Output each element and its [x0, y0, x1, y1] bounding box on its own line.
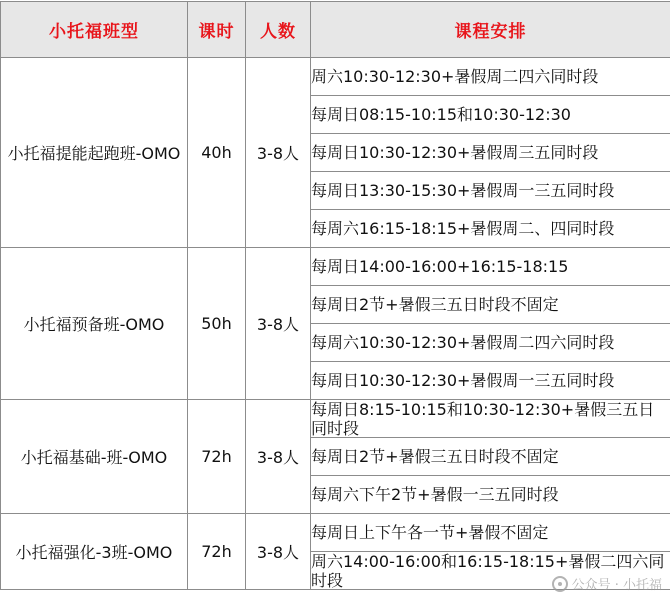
schedule-slot: 每周日8:15-10:15和10:30-12:30+暑假三五日同时段: [311, 400, 670, 438]
class-size: 3-8人: [246, 248, 311, 400]
class-hours: 40h: [188, 58, 246, 248]
schedule-slot: 每周六下午2节+暑假一三五同时段: [311, 476, 670, 514]
wechat-logo-icon: [552, 576, 568, 592]
schedule-slot: 周六10:30-12:30+暑假周二四六同时段: [311, 58, 670, 96]
schedule-slot: 每周日2节+暑假三五日时段不固定: [311, 286, 670, 324]
schedule-slot: 每周日14:00-16:00+16:15-18:15: [311, 248, 670, 286]
class-size: 3-8人: [246, 400, 311, 514]
header-size: 人数: [246, 2, 311, 58]
schedule-slot: 每周日08:15-10:15和10:30-12:30: [311, 96, 670, 134]
table-row: [1, 514, 670, 552]
watermark: [552, 574, 662, 593]
class-name: 小托福提能起跑班-OMO: [1, 58, 188, 248]
class-hours: 72h: [188, 514, 246, 590]
schedule-slot: 每周日13:30-15:30+暑假周一三五同时段: [311, 172, 670, 210]
header-schedule: 课程安排: [311, 2, 670, 58]
class-size: 3-8人: [246, 514, 311, 590]
schedule-slot: 周六14:00-16:00和16:15-18:15+暑假二四六同时段: [311, 552, 670, 590]
class-name: 小托福基础-班-OMO: [1, 400, 188, 514]
schedule-slot: 每周日10:30-12:30+暑假周三五同时段: [311, 134, 670, 172]
schedule-slot: 每周日2节+暑假三五日时段不固定: [311, 438, 670, 476]
schedule-slot: 每周日10:30-12:30+暑假周一三五同时段: [311, 362, 670, 400]
schedule-slot: 每周六10:30-12:30+暑假周二四六同时段: [311, 324, 670, 362]
table-row: [1, 400, 670, 438]
header-hours: 课时: [188, 2, 246, 58]
class-name: 小托福强化-3班-OMO: [1, 514, 188, 590]
schedule-slot: 每周六16:15-18:15+暑假周二、四同时段: [311, 210, 670, 248]
class-hours: 72h: [188, 400, 246, 514]
class-size: 3-8人: [246, 58, 311, 248]
class-name: 小托福预备班-OMO: [1, 248, 188, 400]
table-row: [1, 58, 670, 96]
header-row: [1, 2, 670, 58]
class-hours: 50h: [188, 248, 246, 400]
class-schedule-table: [0, 1, 670, 590]
header-class-type: 小托福班型: [1, 2, 188, 58]
schedule-slot: 每周日上下午各一节+暑假不固定: [311, 514, 670, 552]
table-row: [1, 248, 670, 286]
watermark-text: 公众号 · 小托福: [571, 578, 662, 593]
